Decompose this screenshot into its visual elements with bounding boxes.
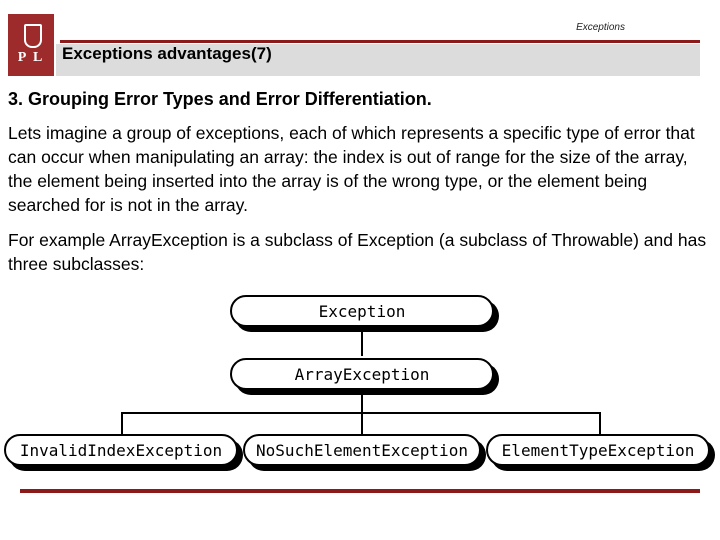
node-array-exception: ArrayException: [230, 358, 494, 390]
crest-icon: [24, 24, 42, 48]
logo-letters: P L: [17, 50, 45, 65]
connector-root-middle: [361, 328, 363, 356]
paragraph-2: For example ArrayException is a subclass of Exception (a subclass of Throwable) and has three subclasses:: [8, 230, 707, 274]
node-exception: Exception: [230, 295, 494, 327]
section-heading: 3. Grouping Error Types and Error Differentiation.: [8, 89, 432, 109]
node-no-such-element-exception: NoSuchElementException: [243, 434, 481, 466]
slide-title: Exceptions advantages(7): [62, 44, 272, 63]
connector-child-2: [361, 412, 363, 434]
header-label: Exceptions: [576, 22, 625, 33]
paragraph-1: Lets imagine a group of exceptions, each of which represents a specific type of error that can occur when manipulating an array: the index is out of range for the size of the array, the element being inserted into the array is of the wrong type, or the element being searched for is not in the array.: [8, 123, 695, 215]
connector-child-3: [599, 412, 601, 434]
connector-middle-down: [361, 392, 363, 414]
title-bar: [56, 44, 700, 76]
class-hierarchy-diagram: [0, 290, 720, 475]
header-rule: [60, 40, 700, 43]
connector-child-1: [121, 412, 123, 434]
logo: [8, 14, 54, 76]
node-invalid-index-exception: InvalidIndexException: [4, 434, 238, 466]
node-element-type-exception: ElementTypeException: [486, 434, 710, 466]
bottom-rule: [20, 489, 700, 493]
